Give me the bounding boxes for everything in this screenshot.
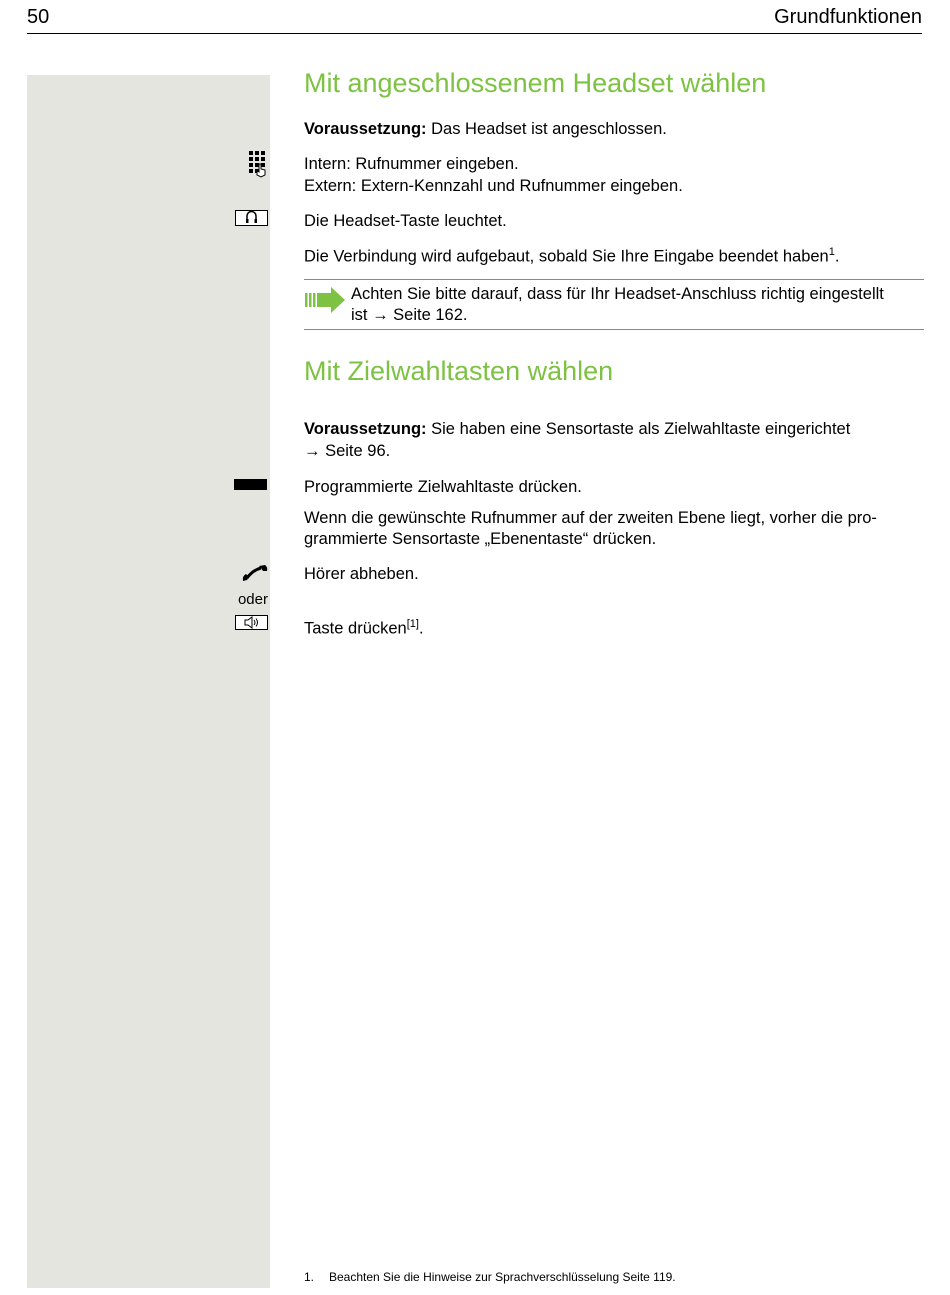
prereq-speed-dial	[304, 418, 924, 440]
footnote-text: Beachten Sie die Hinweise zur Sprachverschlüsselung Seite 119.	[329, 1270, 676, 1284]
icon-sidebar	[27, 75, 270, 1288]
note-arrow-icon	[304, 286, 346, 314]
line-press-speaker	[304, 613, 924, 640]
line-extern: Extern: Extern-Kennzahl und Rufnummer eingeben.	[304, 177, 683, 195]
line-handset: Hörer abheben.	[304, 565, 419, 583]
line-level-2: grammierte Sensortaste „Ebenentaste“ drücken.	[304, 530, 657, 548]
chapter-title: Grundfunktionen	[774, 6, 922, 28]
headset-key-icon	[235, 210, 268, 226]
line-headset-key: Die Headset-Taste leuchtet.	[304, 212, 507, 230]
speaker-key-icon	[235, 615, 268, 630]
section-title-headset: Mit angeschlossenem Headset wählen	[304, 68, 767, 98]
key-text: Taste drücken	[304, 619, 407, 638]
prereq-page-ref[interactable]: → Seite 96.	[304, 442, 391, 460]
note-top-rule	[304, 279, 924, 280]
speed-dial-key-icon	[234, 479, 267, 490]
page-number: 50	[27, 6, 50, 28]
line-press-key: Programmierte Zielwahltaste drücken.	[304, 478, 582, 496]
prereq-label: Voraussetzung:	[304, 120, 427, 138]
footnote-ref-2[interactable]: [1]	[406, 618, 419, 630]
footnote	[304, 1270, 676, 1284]
header-divider	[27, 33, 922, 34]
oder-label: oder	[237, 591, 268, 608]
note-line-1: Achten Sie bitte darauf, dass für Ihr Headset-Anschluss richtig eingestellt	[351, 285, 884, 303]
line-intern: Intern: Rufnummer eingeben.	[304, 155, 519, 173]
footnote-ref[interactable]: 1	[828, 246, 835, 258]
prereq-headset	[304, 118, 924, 140]
note-bottom-rule	[304, 329, 924, 330]
line-level-1: Wenn die gewünschte Rufnummer auf der zweiten Ebene liegt, vorher die pro-	[304, 509, 877, 527]
connection-text: Die Verbindung wird aufgebaut, sobald Sie Ihre Eingabe beendet haben	[304, 247, 829, 266]
prereq-text-2: Sie haben eine Sensortaste als Zielwahltaste eingerichtet	[426, 420, 851, 438]
line-connection	[304, 241, 924, 268]
note-line-2[interactable]: ist → Seite 162.	[351, 306, 468, 324]
connection-end: .	[834, 247, 840, 266]
handset-icon	[241, 564, 269, 584]
key-end: .	[418, 619, 424, 638]
keypad-icon	[248, 150, 268, 178]
section-title-speed-dial: Mit Zielwahltasten wählen	[304, 356, 614, 386]
prereq-label-2: Voraussetzung:	[304, 420, 427, 438]
prereq-text: Das Headset ist angeschlossen.	[426, 120, 667, 138]
footnote-number: 1.	[304, 1270, 315, 1284]
